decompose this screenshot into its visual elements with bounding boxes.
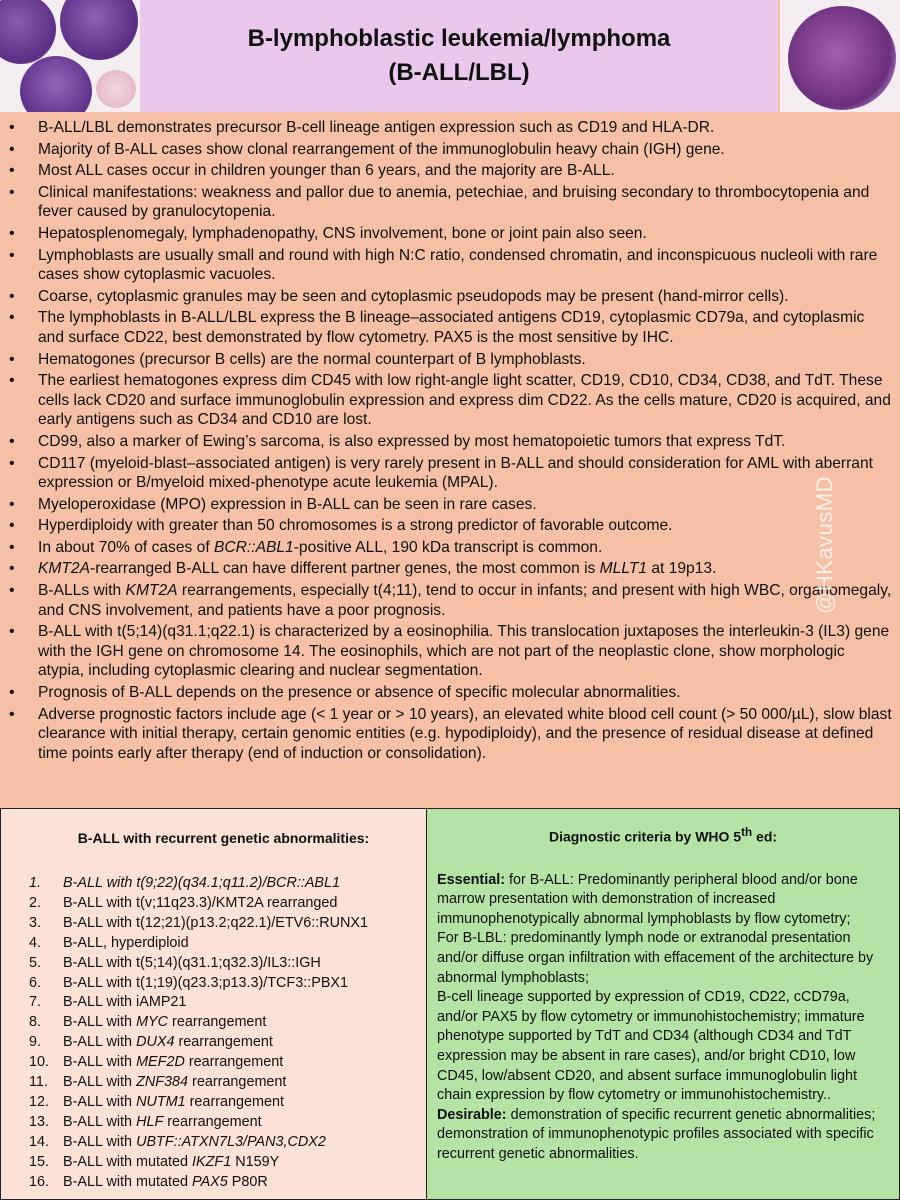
item-number: 3.	[29, 914, 42, 931]
text-segment: N159Y	[231, 1153, 280, 1170]
text-segment: B-ALL with	[63, 1093, 137, 1110]
page-title: B-lymphoblastic leukemia/lymphoma	[247, 25, 671, 52]
essential-text: for B-ALL: Predominantly peripheral blood and/or bone marrow presentation with demonstration of increased immunophenotypically abnormal lymphoblasts by flow cytometry;	[437, 871, 858, 927]
lineage-criteria: B-cell lineage supported by expression of CD19, CD22, cCD79a, and/or PAX5 by flow cytometry or immunohistochemistry; immature phenotype supported by TdT and CD34 (although CD34 and TdT expression may be absent in rare cases), and/or bright CD10, low CD45, low/absent CD20, and absent surface immunoglobulin light chain expression by flow cytometry or immunohistochemistry..	[437, 989, 865, 1104]
bullet-item	[38, 350, 900, 370]
text-segment: -rearranged B-ALL can have different partner genes, the most common is	[90, 560, 600, 578]
bullet-item	[38, 683, 900, 703]
item-number: 7.	[29, 994, 42, 1011]
text-segment: B-ALLs with	[38, 582, 126, 600]
bullet-item	[38, 432, 900, 452]
bullet-item	[38, 246, 900, 285]
text-segment: Coarse, cytoplasmic granules may be seen and cytoplasmic pseudopods may be present (hand-mirror cells).	[38, 287, 789, 305]
text-segment: rearrangement	[174, 1034, 273, 1051]
item-number: 9.	[29, 1034, 42, 1051]
text-segment: -positive ALL, 190 kDa transcript is common.	[293, 538, 603, 556]
desirable-label: Desirable:	[437, 1106, 507, 1123]
text-segment: B-ALL with mutated	[63, 1153, 193, 1170]
item-number: 6.	[29, 974, 42, 991]
genetic-abnormality-item	[1, 1113, 426, 1133]
text-segment: rearrangement	[185, 1093, 285, 1110]
lymphoblast-image-right	[780, 0, 900, 112]
essential-label: Essential:	[437, 871, 505, 888]
text-segment: B-ALL with	[63, 1054, 137, 1071]
bullet-item	[38, 454, 900, 493]
bullet-item	[38, 559, 900, 579]
text-segment: Adverse prognostic factors include age (< 1 year or > 10 years), an elevated white blood cell count (> 50 000/µL), slow blast clearance with initial therapy, certain genomic entities (e.g. hypodiploidy), and the presence of residual disease at defined time points early after therapy (end of induction or consolidation).	[38, 705, 892, 762]
italic-text: MYC	[136, 1014, 169, 1031]
text-segment: B-ALL with	[63, 1014, 137, 1031]
criteria-heading-sup: th	[741, 826, 753, 839]
bullet-item	[38, 705, 900, 764]
red-blood-cell	[96, 70, 136, 108]
genetic-abnormality-item	[1, 1073, 426, 1093]
item-number: 10.	[29, 1054, 50, 1071]
genetic-abnormality-item	[1, 954, 426, 974]
text-segment: B-ALL with mutated	[63, 1173, 193, 1190]
item-number: 11.	[29, 1074, 48, 1091]
lymphoblast-cell	[788, 6, 896, 110]
item-number: 5.	[29, 954, 42, 971]
lbl-criteria: For B-LBL: predominantly lymph node or extranodal presentation and/or diffuse organ infiltration with effacement of the architecture by abnormal lymphoblasts;	[437, 930, 874, 986]
genetic-abnormality-item	[1, 993, 426, 1013]
italic-text: BCR::ABL1	[213, 538, 294, 556]
text-segment: rearrangement	[163, 1113, 262, 1130]
text-segment: In about 70% of cases of	[38, 538, 214, 556]
genetic-abnormalities-box	[0, 808, 427, 1200]
text-segment: B-ALL with t(v;11q23.3)/KMT2A rearranged	[63, 894, 338, 911]
diagnostic-criteria-text	[437, 871, 887, 1165]
bullet-item	[38, 581, 900, 620]
italic-text: HLF	[136, 1113, 164, 1130]
bullet-item	[38, 622, 900, 681]
italic-text: IKZF1	[192, 1153, 232, 1170]
italic-text: MLLT1	[599, 560, 648, 578]
text-segment: B-ALL with t(1;19)(q23.3;p13.3)/TCF3::PBX1	[63, 974, 349, 991]
text-segment: B-ALL with	[63, 1133, 137, 1150]
bullet-item	[38, 538, 900, 558]
text-segment: P80R	[227, 1173, 268, 1190]
diagnostic-criteria-box	[427, 808, 900, 1200]
genetic-abnormality-item	[1, 1053, 426, 1073]
text-segment: rearrangement	[168, 1014, 267, 1031]
item-number: 14.	[29, 1133, 50, 1150]
title-banner	[140, 0, 778, 112]
genetic-abnormality-item	[1, 1153, 426, 1173]
bullet-list	[0, 118, 900, 765]
text-segment: B-ALL with iAMP21	[63, 994, 187, 1011]
text-segment: The lymphoblasts in B-ALL/LBL express the B lineage–associated antigens CD19, cytoplasmic CD79a, and cytoplasmic and surface CD22, best demonstrated by flow cytometry. PAX5 is the most sensitive by IHC.	[38, 309, 865, 346]
italic-text: KMT2A	[125, 582, 178, 600]
lymphoblast-cell	[60, 0, 138, 60]
genetic-abnormality-item	[1, 1093, 426, 1113]
genetic-abnormality-item	[1, 894, 426, 914]
genetic-abnormality-item	[1, 934, 426, 954]
bullet-item	[38, 495, 900, 515]
item-number: 4.	[29, 934, 42, 951]
text-segment: B-ALL with t(5;14)(q31.1;q32.3)/IL3::IGH	[63, 954, 321, 971]
text-segment: B-ALL with t(5;14)(q31.1;q22.1) is characterized by a eosinophilia. This translocation juxtaposes the interleukin-3 (IL3) gene with the IGH gene on chromosome 14. The eosinophils, which are not part of the neoplastic clone, show morphologic atypia, including cytoplasmic clearing and nuclear segmentation.	[38, 623, 890, 680]
italic-text: ZNF384	[136, 1074, 189, 1091]
essential-criteria	[437, 871, 887, 930]
page-subtitle: (B-ALL/LBL)	[388, 59, 530, 86]
bullet-item	[38, 183, 900, 222]
bullet-item	[38, 161, 900, 181]
text-segment: B-ALL with	[63, 1034, 137, 1051]
text-segment: Clinical manifestations: weakness and pallor due to anemia, petechiae, and bruising secondary to thrombocytopenia and fever caused by granulocytopenia.	[38, 183, 870, 221]
lymphoblast-smear-image-left	[0, 0, 140, 112]
desirable-criteria	[437, 1106, 887, 1165]
criteria-heading-text: Diagnostic criteria by WHO 5	[548, 828, 742, 845]
text-segment: CD99, also a marker of Ewing’s sarcoma, is also expressed by most hematopoietic tumors that express TdT.	[38, 432, 786, 450]
item-number: 16.	[29, 1173, 50, 1190]
text-segment: B-ALL, hyperdiploid	[63, 934, 189, 951]
text-segment: Hepatosplenomegaly, lymphadenopathy, CNS involvement, bone or joint pain also seen.	[38, 224, 647, 242]
text-segment: B-ALL with t(12;21)(p13.2;q22.1)/ETV6::RUNX1	[63, 914, 369, 931]
watermark	[800, 475, 850, 615]
text-segment: B-ALL with	[63, 1074, 137, 1091]
genetic-abnormality-item	[1, 1033, 426, 1053]
text-segment: The earliest hematogones express dim CD45 with low right-angle light scatter, CD19, CD10, CD34, CD38, and TdT. These cells lack CD20 and surface immunoglobulin expression and express dim CD22. As the cells mature, CD20 is acquired, and early antigens such as CD34 and CD10 are lost.	[38, 372, 891, 429]
bullet-item	[38, 140, 900, 160]
bullet-item	[38, 308, 900, 347]
bullet-item	[38, 224, 900, 244]
genetic-abnormality-item	[1, 1013, 426, 1033]
item-number: 2.	[29, 894, 42, 911]
watermark-text: @HKavusMD	[812, 475, 837, 615]
italic-text: UBTF::ATXN7L3/PAN3,CDX2	[136, 1133, 326, 1150]
text-segment: Hyperdiploidy with greater than 50 chromosomes is a strong predictor of favorable outcome.	[38, 517, 673, 535]
text-segment: Majority of B-ALL cases show clonal rearrangement of the immunoglobulin heavy chain (IGH) gene.	[38, 140, 725, 158]
text-segment: at 19p13.	[647, 560, 717, 578]
text-segment: B-ALL/LBL demonstrates precursor B-cell lineage antigen expression such as CD19 and HLA-DR.	[38, 119, 715, 136]
genetic-abnormality-item	[1, 1173, 426, 1193]
lymphoblast-cell	[20, 56, 92, 112]
text-segment: Myeloperoxidase (MPO) expression in B-ALL can be seen in rare cases.	[38, 495, 537, 513]
text-segment: Hematogones (precursor B cells) are the normal counterpart of B lymphoblasts.	[38, 350, 586, 368]
genetic-abnormality-item	[1, 874, 426, 894]
text-segment: B-ALL with t(9;22)(q34.1;q11.2)/BCR::ABL1	[63, 875, 341, 891]
text-segment: CD117 (myeloid-blast–associated antigen) is very rarely present in B-ALL and should consideration for AML with aberrant expression or B/myeloid mixed-phenotype acute leukemia (MPAL).	[38, 454, 873, 492]
italic-text: NUTM1	[136, 1093, 186, 1110]
item-number: 12.	[29, 1093, 50, 1110]
genetic-abnormality-item	[1, 914, 426, 934]
italic-text: KMT2A	[38, 560, 90, 578]
item-number: 1.	[29, 875, 42, 891]
genetic-abnormality-item	[1, 974, 426, 994]
italic-text: DUX4	[136, 1034, 175, 1051]
lymphoblast-cell	[0, 0, 56, 64]
text-segment: Prognosis of B-ALL depends on the presence or absence of specific molecular abnormalities.	[38, 684, 681, 702]
text-segment: Most ALL cases occur in children younger than 6 years, and the majority are B-ALL.	[38, 162, 615, 180]
item-number: 13.	[29, 1113, 50, 1130]
item-number: 8.	[29, 1014, 42, 1031]
genetic-abnormalities-list	[1, 874, 426, 1193]
text-segment: rearrangements, especially t(4;11), tend to occur in infants; and present with high WBC, organomegaly, and CNS involvement, and patients have a poor prognosis.	[38, 582, 892, 619]
bullet-item	[38, 287, 900, 307]
criteria-heading-suffix: ed:	[752, 828, 778, 845]
bullet-item	[38, 371, 900, 430]
text-segment: rearrangement	[184, 1054, 284, 1071]
bullet-item	[38, 118, 900, 138]
text-segment: rearrangement	[188, 1074, 287, 1091]
item-number: 15.	[29, 1153, 50, 1170]
diagnostic-criteria-heading	[427, 826, 899, 845]
desirable-text: demonstration of specific recurrent genetic abnormalities; demonstration of immunophenotypic profiles associated with specific recurrent genetic abnormalities.	[437, 1106, 876, 1162]
italic-text: MEF2D	[136, 1054, 185, 1071]
genetic-abnormalities-heading: B-ALL with recurrent genetic abnormalities:	[77, 830, 370, 846]
text-segment: B-ALL with	[63, 1113, 137, 1130]
genetic-abnormality-item	[1, 1133, 426, 1153]
italic-text: PAX5	[192, 1173, 228, 1190]
text-segment: Lymphoblasts are usually small and round with high N:C ratio, condensed chromatin, and inconspicuous nucleoli with rare cases show cytoplasmic vacuoles.	[38, 246, 878, 284]
bullet-item	[38, 516, 900, 536]
